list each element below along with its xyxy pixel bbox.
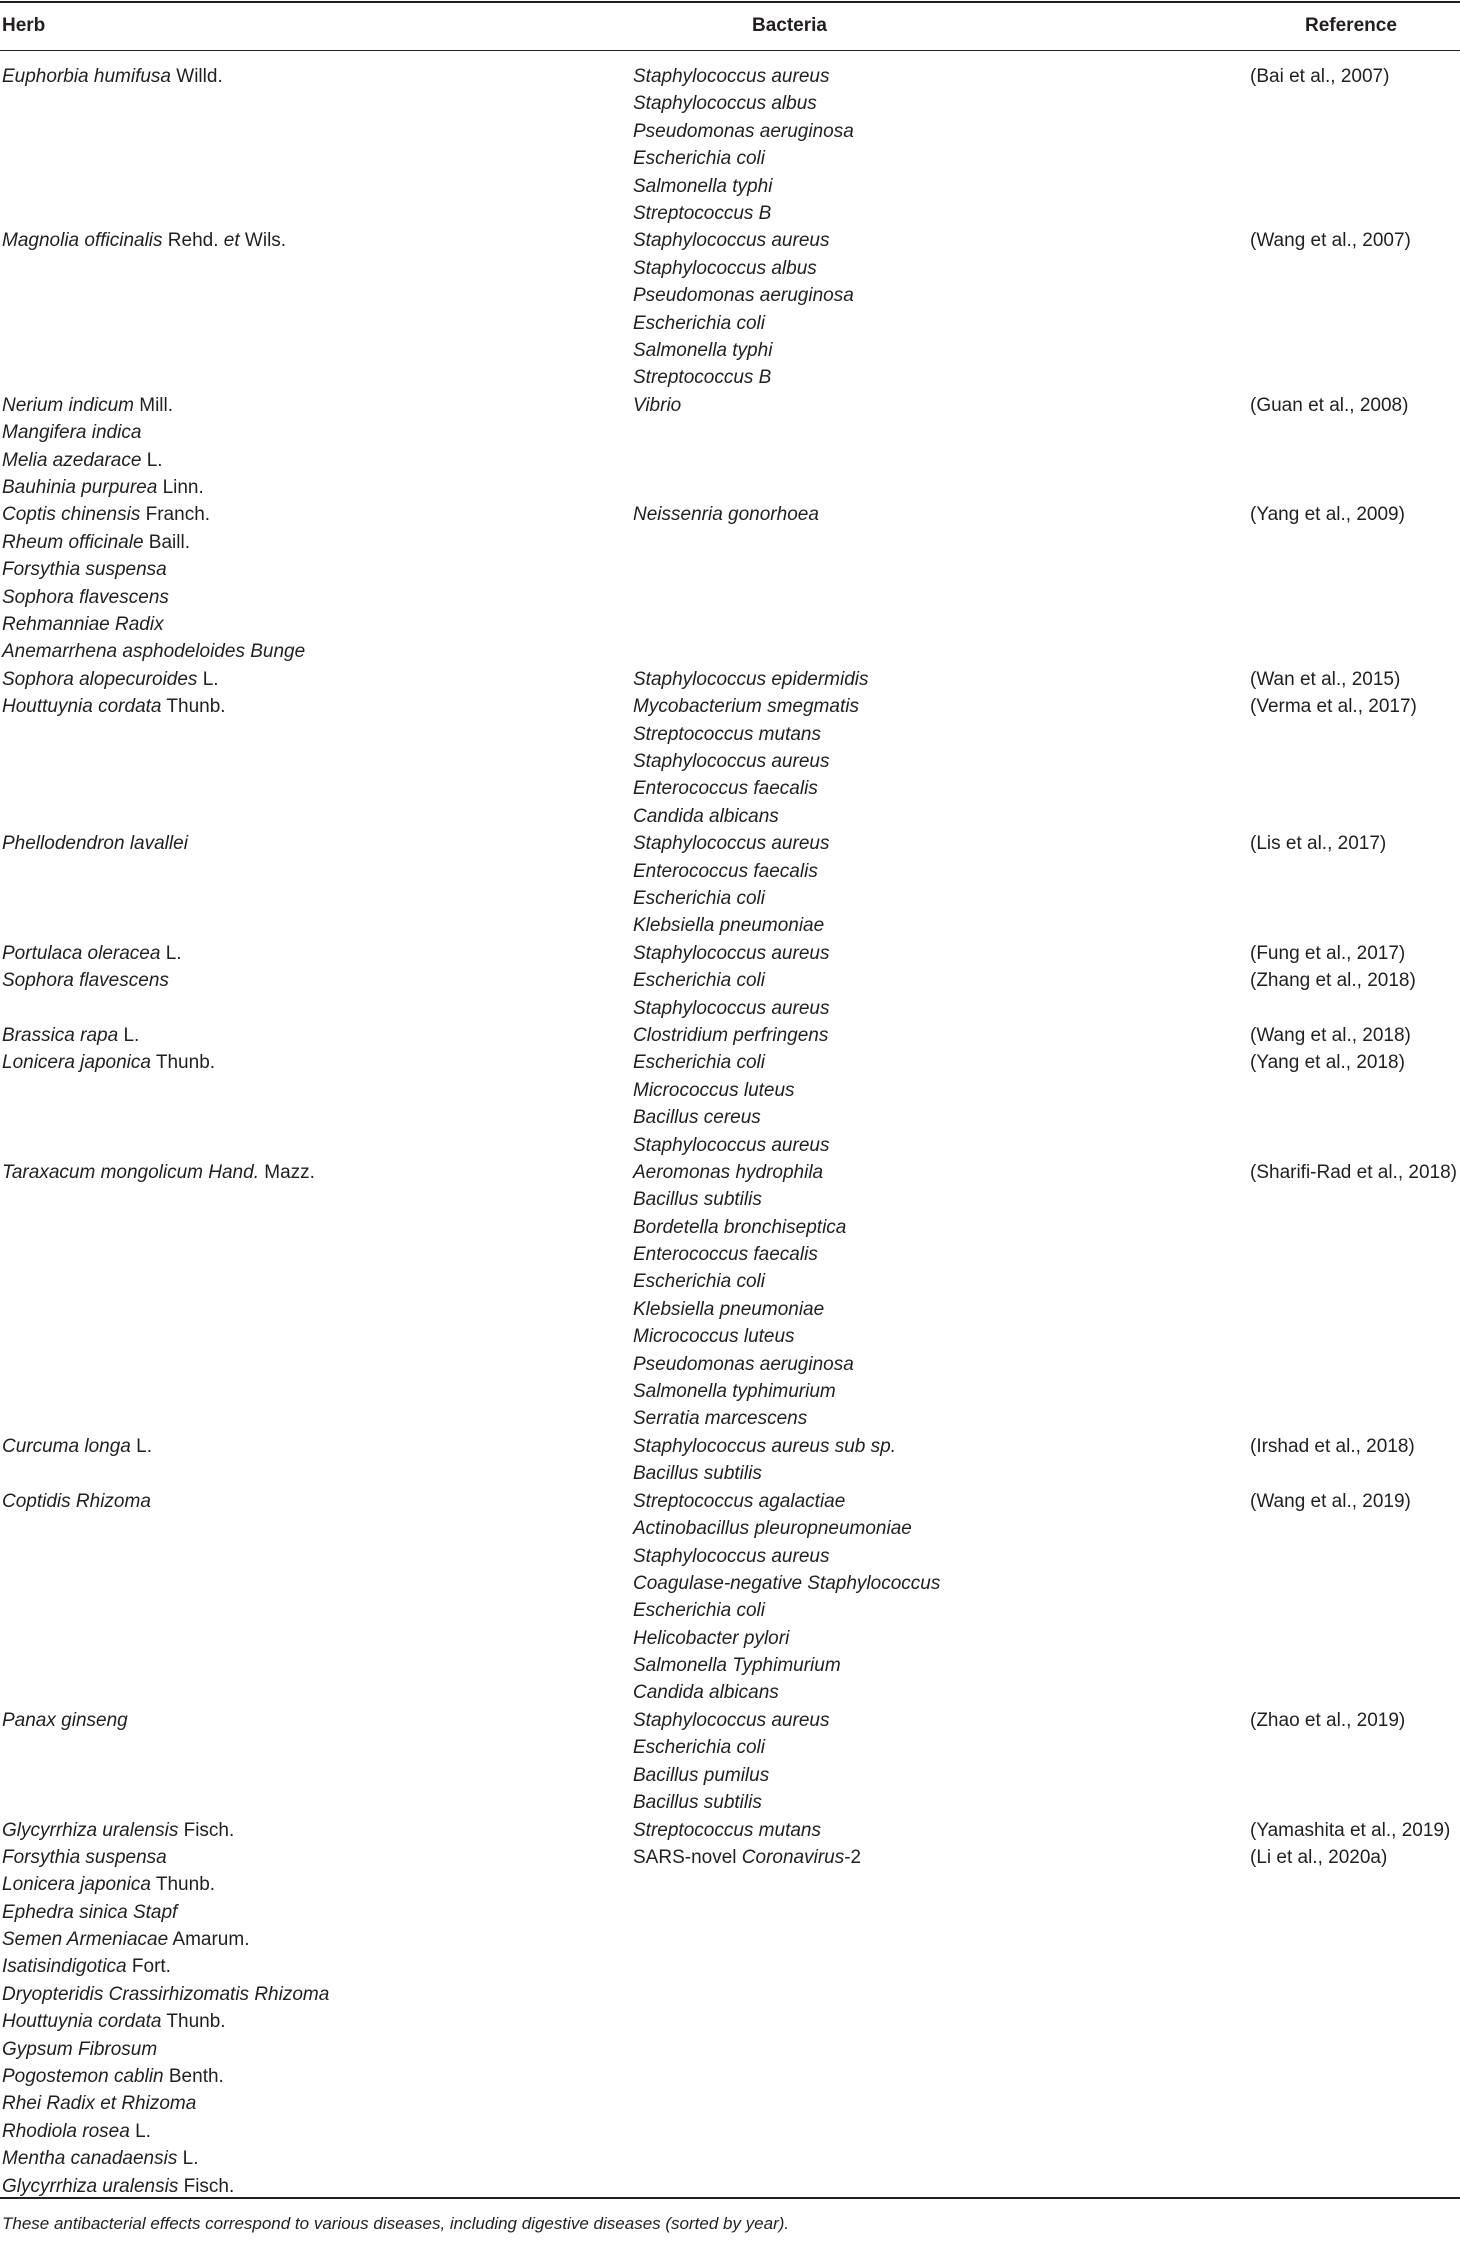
herbs-text: Rhodiola rosea bbox=[2, 2120, 130, 2142]
herbs-line bbox=[2, 501, 602, 528]
herbs-text: Phellodendron lavallei bbox=[2, 833, 188, 855]
herbs-text: Linn. bbox=[157, 476, 204, 498]
herbs-text: Ephedra sinica Stapf bbox=[2, 1901, 178, 1923]
herbs-line bbox=[2, 529, 602, 556]
bacteria-text: Salmonella Typhimurium bbox=[633, 1655, 841, 1677]
herbs-line bbox=[2, 638, 602, 665]
bacteria-cell bbox=[633, 1488, 1233, 1707]
herbs-text: Brassica rapa bbox=[2, 1024, 119, 1046]
herbs-text: L. bbox=[118, 1024, 140, 1046]
table-row bbox=[0, 227, 1460, 391]
bacteria-line bbox=[633, 995, 1233, 1022]
bacteria-cell bbox=[633, 1433, 1233, 1488]
bacteria-text: Staphylococcus aureus bbox=[633, 833, 830, 855]
herbs-line bbox=[2, 474, 602, 501]
bacteria-text: Streptococcus B bbox=[633, 202, 772, 224]
bacteria-cell bbox=[633, 666, 1233, 693]
bacteria-text: Bordetella bronchiseptica bbox=[633, 1216, 847, 1238]
herbs-line bbox=[2, 940, 602, 967]
herbs-text: Curcuma longa bbox=[2, 1435, 131, 1457]
bacteria-line bbox=[633, 1543, 1233, 1570]
bacteria-text: Aeromonas hydrophila bbox=[633, 1161, 824, 1183]
herbs-text: L. bbox=[160, 942, 182, 964]
herbs-text: Lonicera japonica bbox=[2, 1874, 151, 1896]
herbs-line bbox=[2, 1844, 602, 1871]
table-row bbox=[0, 63, 1460, 227]
herbs-line bbox=[2, 1871, 602, 1898]
bacteria-text: Escherichia coli bbox=[633, 148, 765, 170]
bacteria-line bbox=[633, 1296, 1233, 1323]
herbs-line bbox=[2, 2118, 602, 2145]
bacteria-cell bbox=[633, 1049, 1233, 1159]
herbs-text: Lonicera japonica bbox=[2, 1052, 151, 1074]
bacteria-text: Staphylococcus aureus bbox=[633, 230, 830, 252]
reference-cell[interactable]: (Wan et al., 2015) bbox=[1250, 668, 1401, 690]
bacteria-line bbox=[633, 1597, 1233, 1624]
herbs-line bbox=[2, 1926, 602, 1953]
bacteria-line bbox=[633, 858, 1233, 885]
bacteria-cell bbox=[633, 693, 1233, 830]
bacteria-text: Bacillus subtilis bbox=[633, 1463, 762, 1485]
herb-cell bbox=[2, 392, 602, 502]
herbs-text: Glycyrrhiza uralensis bbox=[2, 2175, 179, 2197]
herbs-line bbox=[2, 392, 602, 419]
bacteria-line bbox=[633, 1762, 1233, 1789]
bacteria-text: Staphylococcus aureus bbox=[633, 1709, 830, 1731]
bacteria-text: Escherichia coli bbox=[633, 1600, 765, 1622]
bacteria-text: Vibrio bbox=[633, 394, 682, 416]
bacteria-text: Pseudomonas aeruginosa bbox=[633, 120, 854, 142]
herb-cell bbox=[2, 967, 602, 994]
herbs-text: Mazz. bbox=[258, 1161, 315, 1183]
bacteria-text: Escherichia coli bbox=[633, 1052, 765, 1074]
table-bottom-rule bbox=[0, 2197, 1460, 2199]
bacteria-line bbox=[633, 1268, 1233, 1295]
herbs-line bbox=[2, 419, 602, 446]
herbs-text: Melia azedarace bbox=[2, 449, 142, 471]
bacteria-line bbox=[633, 940, 1233, 967]
herbs-text: Houttuynia cordata bbox=[2, 696, 162, 718]
herbs-line bbox=[2, 2008, 602, 2035]
herbs-text: Willd. bbox=[171, 66, 223, 87]
bacteria-line bbox=[633, 1159, 1233, 1186]
reference-cell[interactable]: (Bai et al., 2007) bbox=[1250, 66, 1390, 87]
bacteria-text: Escherichia coli bbox=[633, 970, 765, 992]
herbs-line bbox=[2, 63, 602, 90]
herbs-line bbox=[2, 2090, 602, 2117]
bacteria-cell bbox=[633, 940, 1233, 967]
bacteria-text: Staphylococcus albus bbox=[633, 257, 817, 279]
herbs-line bbox=[2, 1707, 602, 1734]
herbs-text: Portulaca oleracea bbox=[2, 942, 161, 964]
herbs-text: L. bbox=[177, 2148, 199, 2170]
bacteria-text: Streptococcus agalactiae bbox=[633, 1490, 846, 1512]
bacteria-line bbox=[633, 1789, 1233, 1816]
reference-cell[interactable]: (Fung et al., 2017) bbox=[1250, 942, 1406, 964]
bacteria-line bbox=[633, 1515, 1233, 1542]
bacteria-cell bbox=[633, 1022, 1233, 1049]
herb-cell bbox=[2, 940, 602, 967]
herbs-text: Mangifera indica bbox=[2, 422, 142, 444]
bacteria-line bbox=[633, 1817, 1233, 1844]
bacteria-cell bbox=[633, 1707, 1233, 1817]
bacteria-text: Staphylococcus aureus bbox=[633, 1545, 830, 1567]
herbs-text: Baill. bbox=[143, 531, 190, 553]
reference-cell[interactable]: (Zhao et al., 2019) bbox=[1250, 1709, 1406, 1731]
bacteria-line bbox=[633, 90, 1233, 117]
bacteria-line bbox=[633, 173, 1233, 200]
bacteria-text: Bacillus pumilus bbox=[633, 1764, 770, 1786]
herb-cell bbox=[2, 63, 602, 90]
herbs-text: L. bbox=[130, 1435, 152, 1457]
table-header-rule bbox=[0, 50, 1460, 51]
bacteria-text: Escherichia coli bbox=[633, 312, 765, 334]
herbs-text: Forsythia suspensa bbox=[2, 1846, 167, 1868]
herbs-text: Glycyrrhiza uralensis bbox=[2, 1819, 179, 1841]
bacteria-text: Staphylococcus aureus bbox=[633, 1134, 830, 1156]
herbs-line bbox=[2, 611, 602, 638]
herbs-text: Coptidis Rhizoma bbox=[2, 1490, 151, 1512]
bacteria-text: Enterococcus faecalis bbox=[633, 860, 818, 882]
bacteria-text: -2 bbox=[844, 1846, 862, 1868]
reference-cell[interactable]: (Verma et al., 2017) bbox=[1250, 696, 1417, 718]
herbs-line bbox=[2, 1981, 602, 2008]
bacteria-text: Salmonella typhimurium bbox=[633, 1381, 836, 1403]
reference-cell[interactable]: (Zhang et al., 2018) bbox=[1250, 970, 1416, 992]
herbs-text: Wils. bbox=[239, 230, 287, 252]
bacteria-line bbox=[633, 310, 1233, 337]
bacteria-line bbox=[633, 1378, 1233, 1405]
herbs-text: Anemarrhena asphodeloides Bunge bbox=[2, 641, 306, 663]
bacteria-line bbox=[633, 1022, 1233, 1049]
herb-cell bbox=[2, 666, 602, 693]
bacteria-cell bbox=[633, 1159, 1233, 1433]
herb-cell bbox=[2, 1488, 602, 1515]
bacteria-text: Klebsiella pneumoniae bbox=[633, 915, 825, 937]
bacteria-line bbox=[633, 912, 1233, 939]
table-row bbox=[0, 392, 1460, 502]
bacteria-text: Bacillus subtilis bbox=[633, 1189, 762, 1211]
reference-cell[interactable]: (Li et al., 2020a) bbox=[1250, 1846, 1388, 1868]
herbs-line bbox=[2, 1022, 602, 1049]
herbs-text: L. bbox=[197, 668, 219, 690]
herbs-text: Euphorbia humifusa bbox=[2, 66, 171, 87]
bacteria-cell bbox=[633, 392, 1233, 419]
bacteria-text: Coronavirus bbox=[741, 1846, 845, 1868]
herbs-line bbox=[2, 2173, 602, 2200]
herbs-line bbox=[2, 447, 602, 474]
reference-cell[interactable]: (Yang et al., 2018) bbox=[1250, 1052, 1405, 1074]
table-row bbox=[0, 666, 1460, 693]
bacteria-cell bbox=[633, 501, 1233, 528]
bacteria-text: Salmonella typhi bbox=[633, 175, 773, 197]
herbs-text: Sophora flavescens bbox=[2, 586, 169, 608]
bacteria-text: Clostridium perfringens bbox=[633, 1024, 829, 1046]
bacteria-line bbox=[633, 63, 1233, 90]
bacteria-cell bbox=[633, 63, 1233, 227]
bacteria-line bbox=[633, 118, 1233, 145]
bacteria-line bbox=[633, 721, 1233, 748]
herbs-text: Thunb. bbox=[150, 1874, 216, 1896]
herbs-text: Panax ginseng bbox=[2, 1709, 128, 1731]
bacteria-cell bbox=[633, 1817, 1233, 1844]
herbs-text: Pogostemon cablin bbox=[2, 2066, 164, 2088]
bacteria-text: Mycobacterium smegmatis bbox=[633, 696, 859, 718]
herb-cell bbox=[2, 693, 602, 720]
herbs-line bbox=[2, 1433, 602, 1460]
bacteria-line bbox=[633, 392, 1233, 419]
herbs-text: Dryopteridis Crassirhizomatis Rhizoma bbox=[2, 1983, 330, 2005]
herbs-text: Semen Armeniacae bbox=[2, 1929, 169, 1951]
herbs-text: Sophora flavescens bbox=[2, 970, 169, 992]
reference-cell[interactable]: (Sharifi-Rad et al., 2018) bbox=[1250, 1161, 1457, 1183]
herbs-line bbox=[2, 967, 602, 994]
table-header-row bbox=[0, 12, 1460, 42]
bacteria-text: Helicobacter pylori bbox=[633, 1627, 790, 1649]
bacteria-text: Escherichia coli bbox=[633, 1737, 765, 1759]
column-header-bacteria: Bacteria bbox=[752, 15, 827, 36]
bacteria-line bbox=[633, 145, 1233, 172]
herbs-line bbox=[2, 666, 602, 693]
table-row bbox=[0, 1049, 1460, 1159]
table-top-rule bbox=[0, 1, 1460, 3]
herbs-text: et bbox=[223, 230, 240, 252]
table-footnote: These antibacterial effects correspond to various diseases, including digestive diseases (sorted by year). bbox=[2, 2214, 790, 2233]
reference-cell[interactable]: (Irshad et al., 2018) bbox=[1250, 1435, 1415, 1457]
bacteria-text: Pseudomonas aeruginosa bbox=[633, 1353, 854, 1375]
herbs-line bbox=[2, 2145, 602, 2172]
herbs-line bbox=[2, 1899, 602, 1926]
herbs-text: Rheum officinale bbox=[2, 531, 144, 553]
bacteria-line bbox=[633, 282, 1233, 309]
herb-cell bbox=[2, 1049, 602, 1076]
herbs-text: Forsythia suspensa bbox=[2, 559, 167, 581]
bacteria-text: SARS-novel bbox=[633, 1846, 742, 1868]
herbs-line bbox=[2, 1817, 602, 1844]
bacteria-text: Enterococcus faecalis bbox=[633, 778, 818, 800]
bacteria-line bbox=[633, 227, 1233, 254]
bacteria-line bbox=[633, 1104, 1233, 1131]
reference-cell[interactable]: (Guan et al., 2008) bbox=[1250, 394, 1409, 416]
table-row bbox=[0, 1488, 1460, 1707]
table-row bbox=[0, 1817, 1460, 1844]
bacteria-text: Escherichia coli bbox=[633, 887, 765, 909]
herbs-text: Coptis chinensis bbox=[2, 504, 141, 526]
table-row bbox=[0, 1707, 1460, 1817]
herb-cell bbox=[2, 1159, 602, 1186]
bacteria-text: Serratia marcescens bbox=[633, 1408, 808, 1430]
bacteria-text: Coagulase-negative Staphylococcus bbox=[633, 1572, 941, 1594]
bacteria-line bbox=[633, 1433, 1233, 1460]
bacteria-line bbox=[633, 885, 1233, 912]
table-row bbox=[0, 940, 1460, 967]
bacteria-cell bbox=[633, 830, 1233, 940]
herbs-line bbox=[2, 556, 602, 583]
herb-cell bbox=[2, 501, 602, 665]
herbs-text: Mentha canadaensis bbox=[2, 2148, 178, 2170]
herbs-line bbox=[2, 2063, 602, 2090]
table-row bbox=[0, 1159, 1460, 1433]
bacteria-text: Klebsiella pneumoniae bbox=[633, 1298, 825, 1320]
herbs-line bbox=[2, 1049, 602, 1076]
bacteria-line bbox=[633, 1049, 1233, 1076]
bacteria-text: Salmonella typhi bbox=[633, 339, 773, 361]
bacteria-text: Staphylococcus albus bbox=[633, 93, 817, 115]
bacteria-text: Candida albicans bbox=[633, 805, 779, 827]
bacteria-line bbox=[633, 830, 1233, 857]
bacteria-text: Candida albicans bbox=[633, 1682, 779, 1704]
reference-cell[interactable]: (Lis et al., 2017) bbox=[1250, 833, 1387, 855]
herbs-text: Mill. bbox=[133, 394, 174, 416]
table-body bbox=[0, 63, 1460, 2200]
bacteria-line bbox=[633, 1186, 1233, 1213]
table-row bbox=[0, 693, 1460, 830]
bacteria-text: Streptococcus B bbox=[633, 367, 772, 389]
bacteria-text: Actinobacillus pleuropneumoniae bbox=[633, 1518, 912, 1540]
bacteria-line bbox=[633, 1405, 1233, 1432]
bacteria-text: Bacillus cereus bbox=[633, 1107, 761, 1129]
bacteria-text: Staphylococcus aureus bbox=[633, 997, 830, 1019]
table-row bbox=[0, 1022, 1460, 1049]
herbs-text: Fisch. bbox=[178, 1819, 235, 1841]
bacteria-line bbox=[633, 666, 1233, 693]
herbs-text: Thunb. bbox=[150, 1052, 216, 1074]
bacteria-text: Staphylococcus epidermidis bbox=[633, 668, 869, 690]
bacteria-line bbox=[633, 255, 1233, 282]
herb-cell bbox=[2, 1817, 602, 1844]
bacteria-text: Neissenria gonorhoea bbox=[633, 504, 819, 526]
herbs-line bbox=[2, 1488, 602, 1515]
herbs-line bbox=[2, 1159, 602, 1186]
herbs-text: Rehd. bbox=[162, 230, 224, 252]
table-row bbox=[0, 501, 1460, 665]
bacteria-line bbox=[633, 1132, 1233, 1159]
bacteria-line bbox=[633, 1734, 1233, 1761]
bacteria-cell bbox=[633, 967, 1233, 1022]
herbs-text: Rhei Radix et Rhizoma bbox=[2, 2093, 197, 2115]
bacteria-line bbox=[633, 1323, 1233, 1350]
reference-cell[interactable]: (Wang et al., 2007) bbox=[1250, 230, 1411, 252]
bacteria-line bbox=[633, 1241, 1233, 1268]
bacteria-text: Pseudomonas aeruginosa bbox=[633, 285, 854, 307]
column-header-reference: Reference bbox=[1305, 15, 1397, 36]
bacteria-text: Micrococcus luteus bbox=[633, 1326, 795, 1348]
bacteria-line bbox=[633, 1351, 1233, 1378]
herb-cell bbox=[2, 1433, 602, 1460]
herbs-text: Sophora alopecuroides bbox=[2, 668, 198, 690]
herb-cell bbox=[2, 1707, 602, 1734]
herbs-text: Magnolia officinalis bbox=[2, 230, 163, 252]
herbs-text: Fort. bbox=[126, 1956, 171, 1978]
bacteria-line bbox=[633, 200, 1233, 227]
herbs-text: Franch. bbox=[140, 504, 211, 526]
reference-cell[interactable]: (Yang et al., 2009) bbox=[1250, 504, 1405, 526]
bacteria-text: Enterococcus faecalis bbox=[633, 1244, 818, 1266]
bacteria-text: Staphylococcus aureus bbox=[633, 942, 830, 964]
bacteria-text: Streptococcus mutans bbox=[633, 1819, 821, 1841]
bacteria-line bbox=[633, 1570, 1233, 1597]
herb-cell bbox=[2, 227, 602, 254]
reference-cell[interactable]: (Yamashita et al., 2019) bbox=[1250, 1819, 1451, 1841]
herbs-text: Nerium indicum bbox=[2, 394, 134, 416]
bacteria-line bbox=[633, 967, 1233, 994]
bacteria-text: Staphylococcus aureus bbox=[633, 66, 830, 87]
bacteria-line bbox=[633, 748, 1233, 775]
table-row bbox=[0, 830, 1460, 940]
herbs-line bbox=[2, 227, 602, 254]
bacteria-line bbox=[633, 693, 1233, 720]
herbs-text: Thunb. bbox=[161, 2011, 226, 2033]
herbs-line bbox=[2, 693, 602, 720]
herbs-text: Benth. bbox=[163, 2066, 224, 2088]
herbs-text: L. bbox=[141, 449, 163, 471]
bacteria-line bbox=[633, 1652, 1233, 1679]
herbs-line bbox=[2, 1953, 602, 1980]
bacteria-text: Bacillus subtilis bbox=[633, 1792, 762, 1814]
bacteria-line bbox=[633, 364, 1233, 391]
herb-cell bbox=[2, 1844, 602, 2200]
table-row bbox=[0, 1844, 1460, 2200]
herb-cell bbox=[2, 830, 602, 857]
bacteria-text: Streptococcus mutans bbox=[633, 723, 821, 745]
herbs-text: Taraxacum mongolicum Hand. bbox=[2, 1161, 259, 1183]
column-header-herb: Herb bbox=[2, 15, 46, 36]
bacteria-text: Staphylococcus aureus bbox=[633, 750, 830, 772]
herbs-text: Rehmanniae Radix bbox=[2, 613, 164, 635]
bacteria-line bbox=[633, 803, 1233, 830]
herbs-line bbox=[2, 830, 602, 857]
herbs-text: Fisch. bbox=[178, 2175, 235, 2197]
bacteria-line bbox=[633, 1707, 1233, 1734]
bacteria-line bbox=[633, 1625, 1233, 1652]
bacteria-line bbox=[633, 1488, 1233, 1515]
bacteria-line bbox=[633, 1460, 1233, 1487]
bacteria-line bbox=[633, 1844, 1233, 1871]
herbs-text: Bauhinia purpurea bbox=[2, 476, 158, 498]
bacteria-line bbox=[633, 1679, 1233, 1706]
herbs-line bbox=[2, 584, 602, 611]
bacteria-text: Escherichia coli bbox=[633, 1271, 765, 1293]
herbs-text: Isatisindigotica bbox=[2, 1956, 127, 1978]
herbs-text: Gypsum Fibrosum bbox=[2, 2038, 158, 2060]
herbs-text: Houttuynia cordata bbox=[2, 2011, 162, 2033]
herbs-text: Thunb. bbox=[161, 696, 226, 718]
bacteria-line bbox=[633, 337, 1233, 364]
bacteria-text: Staphylococcus aureus sub sp. bbox=[633, 1435, 896, 1457]
reference-cell[interactable]: (Wang et al., 2018) bbox=[1250, 1024, 1411, 1046]
bacteria-line bbox=[633, 501, 1233, 528]
table-row bbox=[0, 967, 1460, 1022]
bacteria-cell bbox=[633, 227, 1233, 391]
bacteria-text: Micrococcus luteus bbox=[633, 1079, 795, 1101]
bacteria-cell bbox=[633, 1844, 1233, 1871]
herbs-line bbox=[2, 2036, 602, 2063]
bacteria-line bbox=[633, 1214, 1233, 1241]
herbs-text: L. bbox=[129, 2120, 151, 2142]
herb-cell bbox=[2, 1022, 602, 1049]
table-row bbox=[0, 1433, 1460, 1488]
herbs-text: Amarum. bbox=[168, 1929, 250, 1951]
bacteria-line bbox=[633, 775, 1233, 802]
reference-cell[interactable]: (Wang et al., 2019) bbox=[1250, 1490, 1411, 1512]
bacteria-line bbox=[633, 1077, 1233, 1104]
